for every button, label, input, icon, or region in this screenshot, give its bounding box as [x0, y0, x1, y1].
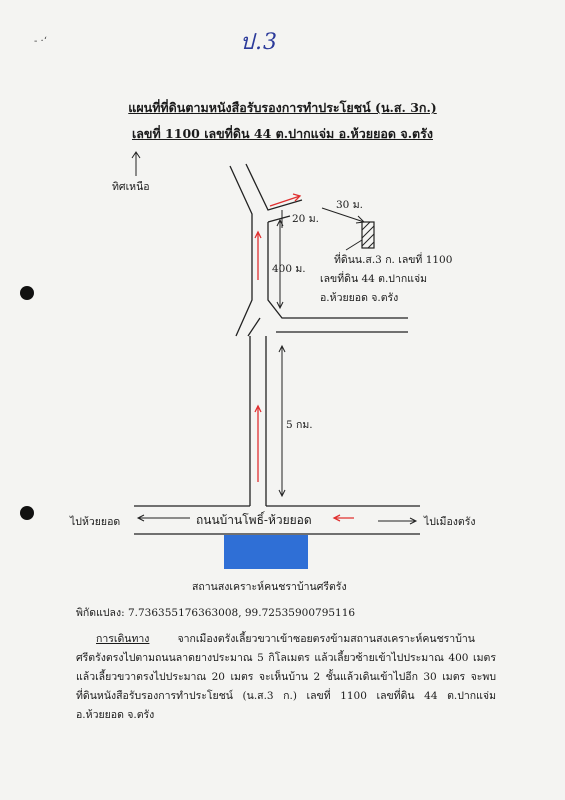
left-direction: ไปห้วยยอด [70, 516, 121, 528]
route-description [76, 630, 496, 725]
handwritten-code: ป.3 [240, 30, 278, 55]
upper-road [230, 164, 408, 336]
right-direction: ไปเมืองตรัง [424, 516, 476, 528]
landmark-label: สถานสงเคราะห์คนชราบ้านศรีตรัง [192, 581, 347, 593]
distance-30m: 30 ม. [336, 199, 363, 211]
north-label: ทิศเหนือ [112, 181, 150, 193]
parcel-label-2: เลขที่ดิน 44 ต.ปากแจ่ม [320, 273, 428, 285]
parcel-label-1: ที่ดินน.ส.3 ก. เลขที่ 1100 [334, 254, 453, 266]
title-line-1: แผนที่ที่ดินตามหนังสือรับรองการทำประโยชน์ (น.ส. 3ก.) [128, 100, 437, 115]
coordinates: พิกัดแปลง: 7.736355176363008, 99.72535900795116 [76, 607, 356, 619]
route-text: จากเมืองตรังเลี้ยวขวาเข้าซอยตรงข้ามสถานสงเคราะห์คนชราบ้านศรีตรังตรงไปตามถนนลาดยางประมาณ 5 กิโลเมตร แล้วเลี้ยวซ้ายเข้าไปประมาณ 400 เมตรแล้วเลี้ยวขวาตรงไปประมาณ 20 เมตร จะเห็นบ้าน 2 ชั้นแล้วเดินเข้าไปอีก 30 เมตร จะพบที่ดินหนังสือรับรองการทำประโยชน์ (น.ส.3 ก.) เลขที่ 1100 เลขที่ดิน 44 ต.ปากแจ่ม อ.ห้วยยอด จ.ตรัง [76, 633, 496, 721]
title-line-2: เลขที่ 1100 เลขที่ดิน 44 ต.ปากแจ่ม อ.ห้วยยอด จ.ตรัง [131, 126, 433, 141]
distance-400m: 400 ม. [272, 263, 306, 275]
distance-5km: 5 กม. [286, 419, 313, 431]
parcel-hatch [362, 222, 374, 248]
route-arrows [255, 194, 354, 521]
corner-mark: ‐ ·‘ [34, 36, 47, 47]
distance-20m: 20 ม. [292, 213, 319, 225]
landmark-building [224, 535, 308, 569]
road-name: ถนนบ้านโพธิ์-ห้วยยอด [196, 513, 312, 527]
parcel-label-3: อ.ห้วยยอด จ.ตรัง [320, 292, 399, 304]
north-arrow-icon [132, 152, 140, 176]
route-heading: การเดินทาง [96, 633, 150, 645]
access-road [250, 332, 408, 506]
